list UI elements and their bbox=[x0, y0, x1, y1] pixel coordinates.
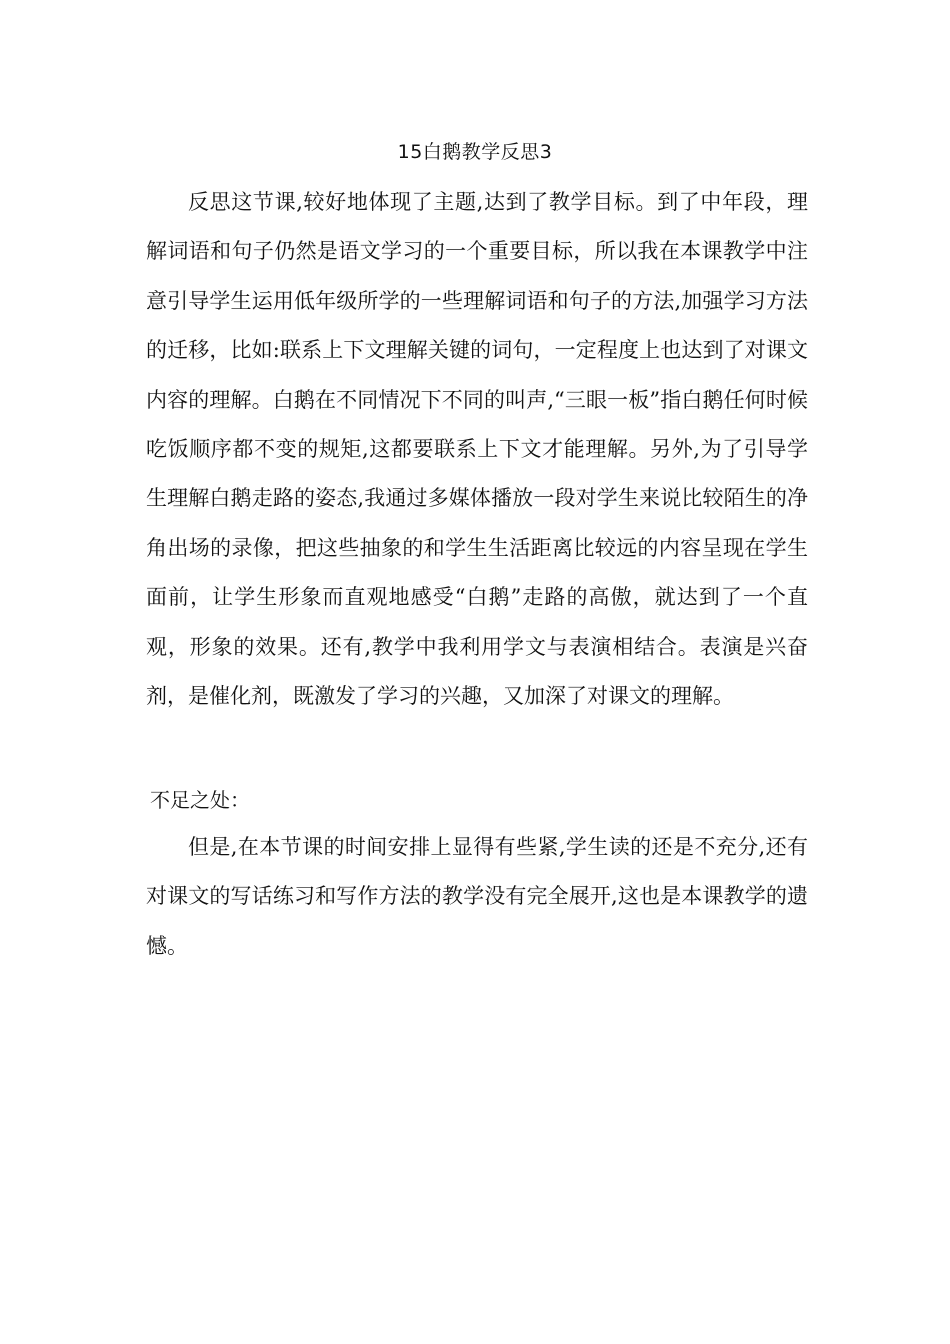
document-title: 15白鹅教学反思3 bbox=[397, 141, 553, 163]
shortcomings-paragraph: 但是,在本节课的时间安排上显得有些紧,学生读的还是不充分,还有对课文的写话练习和写作方法的教学没有完全展开,这也是本课教学的遗憾。 bbox=[146, 835, 808, 958]
shortcomings-heading: 不足之处： bbox=[150, 788, 250, 812]
reflection-paragraph: 反思这节课,较好地体现了主题,达到了教学目标。到了中年段，理解词语和句子仍然是语文学习的一个重要目标，所以我在本课教学中注意引导学生运用低年级所学的一些理解词语和句子的方法,加强学习方法的迁移，比如:联系上下文理解关键的词句，一定程度上也达到了对课文内容的理解。白鹅在不同情况下不同的叫声,“三眼一板”指白鹅任何时候吃饭顺序都不变的规矩,这都要联系上下文才能理解。另外,为了引导学生理解白鹅走路的姿态,我通过多媒体播放一段对学生来说比较陌生的净角出场的录像，把这些抽象的和学生生活距离比较远的内容呈现在学生面前，让学生形象而直观地感受“白鹅”走路的高傲，就达到了一个直观，形象的效果。还有,教学中我利用学文与表演相结合。表演是兴奋剂，是催化剂，既激发了学习的兴趣，又加深了对课文的理解。 bbox=[146, 190, 808, 709]
